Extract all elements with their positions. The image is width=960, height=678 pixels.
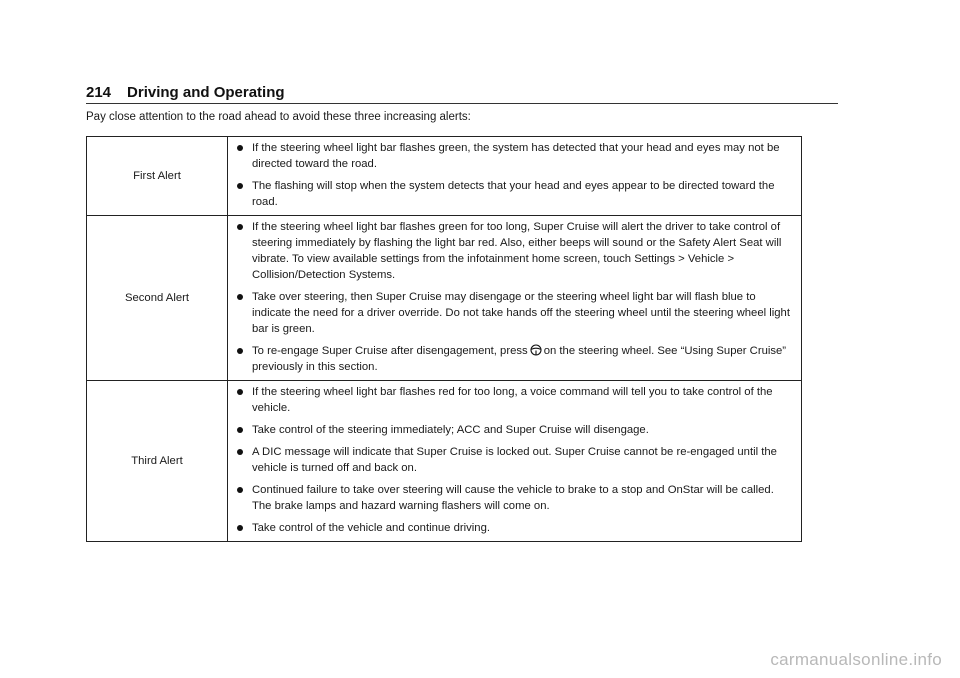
list-item: If the steering wheel light bar flashes red for too long, a voice command will tell you to take control of the vehicle. xyxy=(236,384,793,416)
list-item: Take control of the vehicle and continue driving. xyxy=(236,520,793,536)
super-cruise-steering-wheel-icon xyxy=(530,344,542,356)
list-item: Continued failure to take over steering will cause the vehicle to brake to a stop and OnStar will be called. The brake lamps and hazard warning flashers will come on. xyxy=(236,482,793,514)
bullet-icon xyxy=(237,294,243,300)
list-item: A DIC message will indicate that Super Cruise is locked out. Super Cruise cannot be re-engaged until the vehicle is turned off and back on. xyxy=(236,444,793,476)
list-item: Take over steering, then Super Cruise may disengage or the steering wheel light bar will flash blue to indicate the need for a driver override. Do not take hands off the steering wheel until the steering wheel light bar is green. xyxy=(236,289,793,337)
alert-row-second xyxy=(87,216,802,381)
alert-label: Second Alert xyxy=(87,216,228,381)
alert-row-third xyxy=(87,381,802,542)
watermark: carmanualsonline.info xyxy=(770,650,942,669)
section-title: Driving and Operating xyxy=(127,84,285,101)
alert-row-first xyxy=(87,137,802,216)
bullet-icon xyxy=(237,487,243,493)
bullet-icon xyxy=(237,224,243,230)
bullet-icon xyxy=(237,145,243,151)
alert-label: Third Alert xyxy=(87,381,228,542)
page-header xyxy=(86,84,838,104)
alert-label: First Alert xyxy=(87,137,228,216)
bullet-icon xyxy=(237,427,243,433)
alert-body xyxy=(228,381,802,542)
alerts-table xyxy=(86,136,802,542)
bullet-icon xyxy=(237,183,243,189)
page-number: 214 xyxy=(86,84,112,101)
list-item: To re-engage Super Cruise after disengagement, press on the steering wheel. See “Using Super Cruise” previously in this section. xyxy=(236,343,793,375)
list-item: If the steering wheel light bar flashes green, the system has detected that your head and eyes may not be directed toward the road. xyxy=(236,140,793,172)
list-item: Take control of the steering immediately; ACC and Super Cruise will disengage. xyxy=(236,422,793,438)
alert-body xyxy=(228,216,802,381)
intro-text: Pay close attention to the road ahead to avoid these three increasing alerts: xyxy=(86,111,471,123)
alert-body xyxy=(228,137,802,216)
bullet-icon xyxy=(237,525,243,531)
list-item: If the steering wheel light bar flashes green for too long, Super Cruise will alert the driver to take control of steering immediately by flashing the light bar red. Also, either beeps will sound or the Safety Alert Seat will vibrate. To view available settings from the infotainment home screen, touch Settings > Vehicle > Collision/Detection Systems. xyxy=(236,219,793,283)
list-item: The flashing will stop when the system detects that your head and eyes appear to be directed toward the road. xyxy=(236,178,793,210)
bullet-icon xyxy=(237,449,243,455)
bullet-icon xyxy=(237,389,243,395)
bullet-icon xyxy=(237,348,243,354)
